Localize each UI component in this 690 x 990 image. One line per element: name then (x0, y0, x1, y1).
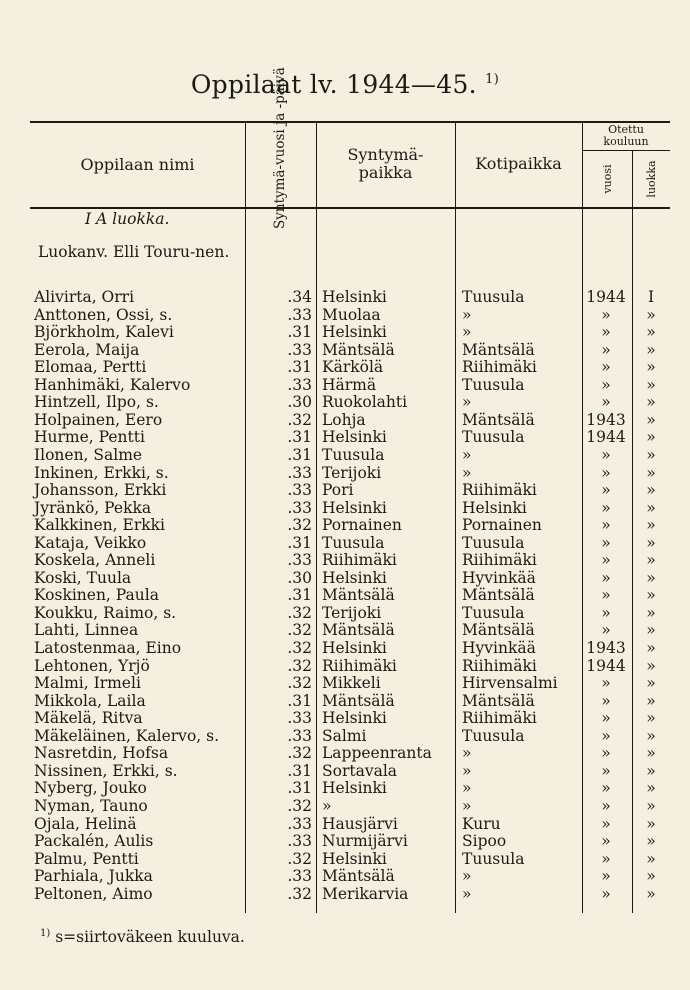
admission-class: » (646, 428, 656, 447)
student-name: Hintzell, Ilpo, s. (34, 393, 159, 412)
header-birthplace-line2: paikka (358, 163, 413, 182)
admission-class: » (646, 586, 656, 605)
birthplace: Hausjärvi (322, 814, 398, 833)
home-town: Tuusula (462, 533, 525, 552)
home-town: Tuusula (462, 726, 525, 745)
birth-date: .33 (287, 375, 312, 394)
home-town: Mäntsälä (462, 340, 535, 359)
student-name: Holpainen, Eero (34, 410, 163, 429)
student-name: Lahti, Linnea (34, 621, 139, 640)
admission-year: » (601, 691, 611, 710)
admission-class: I (647, 288, 655, 306)
birthplace: Pori (322, 481, 354, 500)
admission-class: » (646, 691, 656, 710)
home-town: Riihimäki (462, 709, 537, 728)
birthplace: Terijoki (322, 603, 382, 622)
header-birthplace-line1: Syntymä- (347, 145, 424, 164)
student-name: Nyberg, Jouko (34, 779, 147, 798)
table-row (0, 693, 690, 711)
admission-class: » (646, 621, 656, 640)
table-row (0, 728, 690, 746)
student-name: Alivirta, Orri (34, 288, 135, 306)
table-row (0, 570, 690, 588)
home-town: Mäntsälä (462, 586, 535, 605)
table-row (0, 359, 690, 377)
table-row (0, 780, 690, 798)
admission-class: » (646, 445, 656, 464)
home-town: Hyvinkää (462, 639, 536, 657)
home-town: Tuusula (462, 428, 525, 447)
admission-class: » (646, 340, 656, 359)
admission-year: » (601, 568, 611, 587)
home-town: Riihimäki (462, 551, 537, 570)
admission-year: » (601, 603, 611, 622)
student-name: Ilonen, Salme (34, 445, 143, 464)
home-town: Tuusula (462, 375, 525, 394)
birth-date: .31 (287, 358, 312, 377)
home-town: » (462, 884, 472, 903)
home-town: » (462, 463, 472, 482)
birth-date: .31 (287, 586, 312, 605)
home-town: » (462, 796, 472, 815)
birth-date: .31 (287, 761, 312, 780)
home-town: » (462, 305, 472, 324)
header-admitted-line1: Otettu (608, 123, 644, 136)
admission-year: » (601, 814, 611, 833)
birth-date: .32 (287, 849, 312, 868)
footnote-text: s=siirtoväkeen kuuluva. (55, 928, 245, 946)
admission-class: » (646, 463, 656, 482)
birth-date: .32 (287, 674, 312, 693)
home-town: » (462, 393, 472, 412)
table-row (0, 465, 690, 483)
birthplace: Mäntsälä (322, 621, 395, 640)
admission-class: » (646, 884, 656, 903)
admission-class: » (646, 358, 656, 377)
student-name: Björkholm, Kalevi (34, 323, 174, 342)
admission-class: » (646, 603, 656, 622)
admission-year: 1943 (586, 410, 626, 429)
header-class: luokka (645, 160, 658, 198)
student-name: Packalén, Aulis (34, 832, 154, 851)
student-name: Parhiala, Jukka (34, 867, 153, 886)
table-row (0, 622, 690, 640)
header-name: Oppilaan nimi (80, 155, 195, 174)
birth-date: .31 (287, 691, 312, 710)
birthplace: Nurmijärvi (322, 832, 408, 851)
admission-class: » (646, 761, 656, 780)
birth-date: .33 (287, 498, 312, 517)
student-name: Koukku, Raimo, s. (34, 603, 177, 622)
table-row (0, 710, 690, 728)
home-town: Riihimäki (462, 481, 537, 500)
table-row (0, 517, 690, 535)
birth-date: .32 (287, 410, 312, 429)
birthplace: Salmi (322, 726, 367, 745)
admission-year: » (601, 305, 611, 324)
birthplace: Terijoki (322, 463, 382, 482)
birth-date: .31 (287, 323, 312, 342)
birth-date: .33 (287, 463, 312, 482)
admission-class: » (646, 375, 656, 394)
student-name: Koskela, Anneli (34, 551, 156, 570)
birthplace: Kärkölä (322, 358, 384, 377)
birthplace: Riihimäki (322, 656, 397, 675)
birthplace: Pornainen (322, 516, 402, 535)
birthplace: Lohja (322, 410, 366, 429)
table-row (0, 394, 690, 412)
birth-date: .33 (287, 726, 312, 745)
footnote-marker: 1) (40, 928, 51, 939)
admission-year: 1943 (586, 639, 626, 657)
header-home: Kotipaikka (475, 154, 562, 173)
birthplace: Merikarvia (322, 884, 409, 903)
section-heading: I A luokka. (85, 210, 170, 228)
student-name: Ojala, Helinä (34, 814, 137, 833)
home-town: » (462, 744, 472, 763)
table-top-rule (30, 121, 670, 123)
admission-class: » (646, 656, 656, 675)
admission-year: » (601, 832, 611, 851)
admission-year: 1944 (586, 288, 626, 306)
admission-year: » (601, 849, 611, 868)
birth-date: .33 (287, 305, 312, 324)
table-row (0, 763, 690, 781)
home-town: » (462, 445, 472, 464)
table-row (0, 640, 690, 658)
birth-date: .32 (287, 656, 312, 675)
home-town: Hirvensalmi (462, 674, 558, 693)
table-row (0, 816, 690, 834)
admission-class: » (646, 849, 656, 868)
admission-class: » (646, 481, 656, 500)
student-name: Kalkkinen, Erkki (34, 516, 165, 535)
student-name: Nissinen, Erkki, s. (34, 761, 178, 780)
birthplace: Helsinki (322, 849, 387, 868)
birth-date: .30 (287, 393, 312, 412)
student-name: Jyränkö, Pekka (34, 498, 152, 517)
birthplace: Tuusula (322, 533, 385, 552)
student-name: Koskinen, Paula (34, 586, 159, 605)
birth-date: .33 (287, 814, 312, 833)
birthplace: » (322, 796, 332, 815)
birthplace: Mäntsälä (322, 867, 395, 886)
birthplace: Helsinki (322, 323, 387, 342)
admission-class: » (646, 814, 656, 833)
birthplace: Helsinki (322, 568, 387, 587)
admission-year: » (601, 744, 611, 763)
class-teacher-note: Luokanv. Elli Touru-nen. (38, 243, 230, 261)
admission-class: » (646, 779, 656, 798)
birth-date: .33 (287, 481, 312, 500)
home-town: Mäntsälä (462, 410, 535, 429)
admission-year: » (601, 761, 611, 780)
admission-year: » (601, 375, 611, 394)
home-town: Helsinki (462, 498, 527, 517)
admission-class: » (646, 568, 656, 587)
birthplace: Helsinki (322, 498, 387, 517)
student-name: Koski, Tuula (34, 568, 132, 587)
admission-class: » (646, 305, 656, 324)
student-name: Inkinen, Erkki, s. (34, 463, 169, 482)
admission-class: » (646, 639, 656, 657)
table-row (0, 535, 690, 553)
home-town: Tuusula (462, 603, 525, 622)
student-name: Mäkeläinen, Kalervo, s. (34, 726, 220, 745)
birth-date: .33 (287, 551, 312, 570)
birthplace: Helsinki (322, 288, 387, 306)
birthplace: Mäntsälä (322, 586, 395, 605)
birthplace: Mikkeli (322, 674, 381, 693)
home-town: » (462, 779, 472, 798)
table-row (0, 324, 690, 342)
birth-date: .31 (287, 779, 312, 798)
birth-date: .31 (287, 428, 312, 447)
table-row (0, 500, 690, 518)
admission-year: » (601, 726, 611, 745)
admission-class: » (646, 551, 656, 570)
admission-year: » (601, 709, 611, 728)
table-row (0, 289, 690, 307)
student-name: Mikkola, Laila (34, 691, 146, 710)
admission-year: » (601, 533, 611, 552)
birth-date: .33 (287, 832, 312, 851)
home-town: » (462, 761, 472, 780)
birthplace: Muolaa (322, 305, 381, 324)
home-town: » (462, 323, 472, 342)
student-name: Malmi, Irmeli (34, 674, 141, 693)
birth-date: .31 (287, 445, 312, 464)
header-year: vuosi (601, 164, 614, 194)
birth-date: .32 (287, 796, 312, 815)
admitted-subheader-rule (582, 150, 670, 151)
table-row (0, 833, 690, 851)
birthplace: Ruokolahti (322, 393, 408, 412)
admission-class: » (646, 410, 656, 429)
home-town: Pornainen (462, 516, 542, 535)
admission-class: » (646, 867, 656, 886)
home-town: Kuru (462, 814, 501, 833)
birthplace: Helsinki (322, 709, 387, 728)
birth-date: .32 (287, 884, 312, 903)
table-row (0, 868, 690, 886)
admission-year: » (601, 481, 611, 500)
birthplace: Sortavala (322, 761, 398, 780)
admission-year: » (601, 674, 611, 693)
home-town: Riihimäki (462, 656, 537, 675)
student-name: Lehtonen, Yrjö (34, 656, 150, 675)
title-footnote-marker: 1) (485, 72, 500, 87)
admission-year: 1944 (586, 656, 626, 675)
birth-date: .32 (287, 621, 312, 640)
birthplace: Mäntsälä (322, 340, 395, 359)
home-town: Mäntsälä (462, 621, 535, 640)
admission-year: » (601, 358, 611, 377)
student-name: Anttonen, Ossi, s. (34, 305, 173, 324)
admission-class: » (646, 516, 656, 535)
table-row (0, 412, 690, 430)
birth-date: .32 (287, 744, 312, 763)
header-birthdate: Syntymä-vuosi ja -päivä (272, 67, 288, 229)
student-name: Nasretdin, Hofsa (34, 744, 169, 763)
admission-year: 1944 (586, 428, 626, 447)
admission-class: » (646, 796, 656, 815)
admission-year: » (601, 393, 611, 412)
birth-date: .33 (287, 709, 312, 728)
admission-class: » (646, 674, 656, 693)
table-row (0, 886, 690, 904)
birthplace: Helsinki (322, 428, 387, 447)
table-row (0, 429, 690, 447)
admission-class: » (646, 832, 656, 851)
admission-year: » (601, 884, 611, 903)
home-town: Riihimäki (462, 358, 537, 377)
table-row (0, 675, 690, 693)
admission-class: » (646, 709, 656, 728)
student-name: Latostenmaa, Eino (34, 639, 182, 657)
header-birthplace (316, 146, 455, 182)
home-town: Tuusula (462, 288, 525, 306)
table-row (0, 482, 690, 500)
admission-year: » (601, 779, 611, 798)
header-admitted-line2: kouluun (603, 135, 649, 148)
student-name: Hanhimäki, Kalervo (34, 375, 191, 394)
home-town: Hyvinkää (462, 568, 536, 587)
table-row (0, 851, 690, 869)
table-row (0, 377, 690, 395)
student-name: Nyman, Tauno (34, 796, 148, 815)
home-town: Mäntsälä (462, 691, 535, 710)
admission-year: » (601, 323, 611, 342)
student-name: Peltonen, Aimo (34, 884, 153, 903)
student-name: Palmu, Pentti (34, 849, 139, 868)
birthplace: Riihimäki (322, 551, 397, 570)
admission-class: » (646, 498, 656, 517)
table-row (0, 658, 690, 676)
birth-date: .32 (287, 603, 312, 622)
table-row (0, 447, 690, 465)
admission-class: » (646, 726, 656, 745)
birth-date: .33 (287, 340, 312, 359)
admission-year: » (601, 621, 611, 640)
birthplace: Lappeenranta (322, 744, 432, 763)
home-town: Sipoo (462, 832, 507, 851)
admission-class: » (646, 744, 656, 763)
title-text: Oppilaat lv. 1944—45. (190, 70, 477, 99)
student-name: Elomaa, Pertti (34, 358, 147, 377)
student-name: Kataja, Veikko (34, 533, 147, 552)
birth-date: .30 (287, 568, 312, 587)
table-row (0, 307, 690, 325)
birthplace: Helsinki (322, 779, 387, 798)
admission-year: » (601, 551, 611, 570)
birth-date: .34 (287, 288, 312, 306)
table-row (0, 798, 690, 816)
student-name: Mäkelä, Ritva (34, 709, 143, 728)
admission-year: » (601, 867, 611, 886)
table-row (0, 552, 690, 570)
birth-date: .32 (287, 639, 312, 657)
admission-class: » (646, 533, 656, 552)
birthplace: Helsinki (322, 639, 387, 657)
admission-year: » (601, 516, 611, 535)
admission-year: » (601, 340, 611, 359)
admission-class: » (646, 323, 656, 342)
birthplace: Mäntsälä (322, 691, 395, 710)
home-town: Tuusula (462, 849, 525, 868)
table-row (0, 745, 690, 763)
student-name: Hurme, Pentti (34, 428, 145, 447)
footnote (40, 928, 245, 946)
admission-year: » (601, 796, 611, 815)
home-town: » (462, 867, 472, 886)
birthplace: Tuusula (322, 445, 385, 464)
student-name: Eerola, Maija (34, 340, 140, 359)
student-name: Johansson, Erkki (34, 481, 167, 500)
admission-class: » (646, 393, 656, 412)
admission-year: » (601, 463, 611, 482)
birth-date: .32 (287, 516, 312, 535)
header-admitted (582, 124, 670, 148)
admission-year: » (601, 498, 611, 517)
table-row (0, 605, 690, 623)
table-row (0, 342, 690, 360)
admission-year: » (601, 586, 611, 605)
birthplace: Härmä (322, 375, 377, 394)
admission-year: » (601, 445, 611, 464)
birth-date: .33 (287, 867, 312, 886)
table-row (0, 587, 690, 605)
header-bottom-rule (30, 207, 670, 209)
birth-date: .31 (287, 533, 312, 552)
